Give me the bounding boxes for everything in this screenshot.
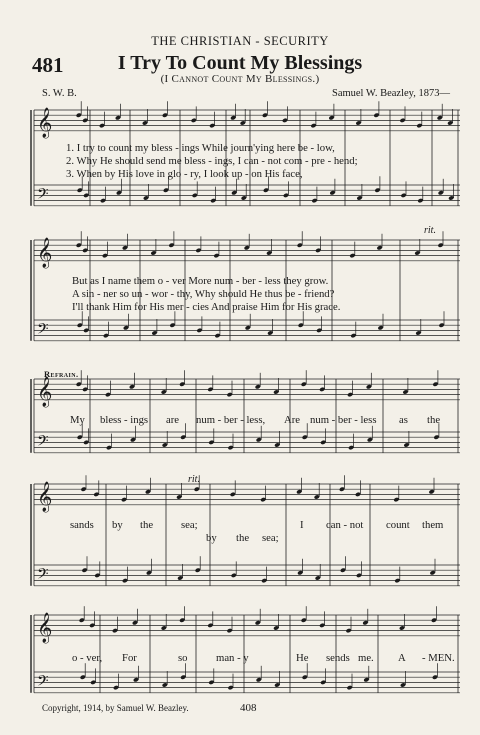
- lyric-word: Are: [284, 414, 301, 426]
- ritardando-mark: rit.: [188, 474, 200, 485]
- lyric-word: the: [427, 414, 441, 426]
- lyric-word: A: [398, 652, 406, 664]
- lyric-word: them: [422, 519, 444, 531]
- bass-clef-icon: 𝄢: [37, 672, 49, 694]
- lyric-word: by: [206, 532, 217, 544]
- lyric-word: as: [399, 414, 408, 426]
- refrain-label: Refrain.: [44, 369, 79, 379]
- lyric-word: My: [70, 414, 85, 426]
- lyricist-credit: S. W. B.: [42, 88, 77, 99]
- lyric-word: num - ber - less: [310, 414, 377, 426]
- treble-clef-icon: 𝄞: [37, 481, 53, 512]
- verse-2-line: 2. Why He should send me bless - ings, I can - not com - pre - hend;: [66, 155, 358, 167]
- verse-1-line: But as I name them o - ver More num - ber - less they grow.: [72, 275, 329, 287]
- lyric-word: are: [166, 414, 180, 426]
- lyric-word: can - not: [326, 519, 364, 531]
- hymn-number: 481: [32, 53, 64, 77]
- ritardando-mark: rit.: [424, 225, 436, 236]
- lyric-word: the: [236, 532, 250, 544]
- lyric-word: o - ver,: [72, 652, 103, 664]
- lyric-word: He: [296, 652, 309, 664]
- lyric-word: sends: [326, 652, 350, 664]
- verse-3-line: 3. When by His love in glo - ry, I look up - on His face,: [66, 168, 303, 180]
- lyric-word: count: [386, 519, 410, 531]
- treble-clef-icon: 𝄞: [37, 107, 53, 138]
- page-number: 408: [240, 702, 257, 714]
- running-header: THE CHRISTIAN - SECURITY: [151, 34, 329, 48]
- lyric-word: me.: [358, 652, 374, 664]
- lyric-word: num - ber - less,: [196, 414, 266, 426]
- hymn-title: I Try To Count My Blessings: [117, 52, 363, 74]
- verse-3-line: I'll thank Him for His mer - cies And praise Him for His grace.: [72, 301, 341, 313]
- lyric-word: sea;: [262, 532, 279, 544]
- bass-clef-icon: 𝄢: [37, 320, 49, 342]
- copyright-notice: Copyright, 1914, by Samuel W. Beazley.: [42, 703, 189, 713]
- lyric-word: I: [300, 519, 304, 531]
- treble-clef-icon: 𝄞: [37, 612, 53, 643]
- lyric-word: sea;: [181, 519, 198, 531]
- lyric-word: For: [122, 652, 137, 664]
- lyric-word: man - y: [216, 652, 249, 664]
- lyric-word: so: [178, 652, 188, 664]
- bass-clef-icon: 𝄢: [37, 565, 49, 587]
- bass-clef-icon: 𝄢: [37, 432, 49, 454]
- verse-1-line: 1. I try to count my bless - ings While journ'ying here be - low,: [66, 142, 335, 154]
- lyric-word: sands: [70, 519, 94, 531]
- lyric-word: by: [112, 519, 123, 531]
- verse-2-line: A sin - ner so un - wor - thy, Why should He thus be - friend?: [72, 288, 335, 300]
- hymn-subtitle: (I Cannot Count My Blessings.): [160, 73, 320, 85]
- lyric-word: bless - ings: [100, 414, 149, 426]
- treble-clef-icon: 𝄞: [37, 237, 53, 268]
- treble-clef-icon: 𝄞: [37, 376, 53, 407]
- lyric-word: the: [140, 519, 154, 531]
- composer-credit: Samuel W. Beazley, 1873—: [331, 88, 450, 99]
- lyric-word: - MEN.: [422, 652, 455, 664]
- bass-clef-icon: 𝄢: [37, 185, 49, 207]
